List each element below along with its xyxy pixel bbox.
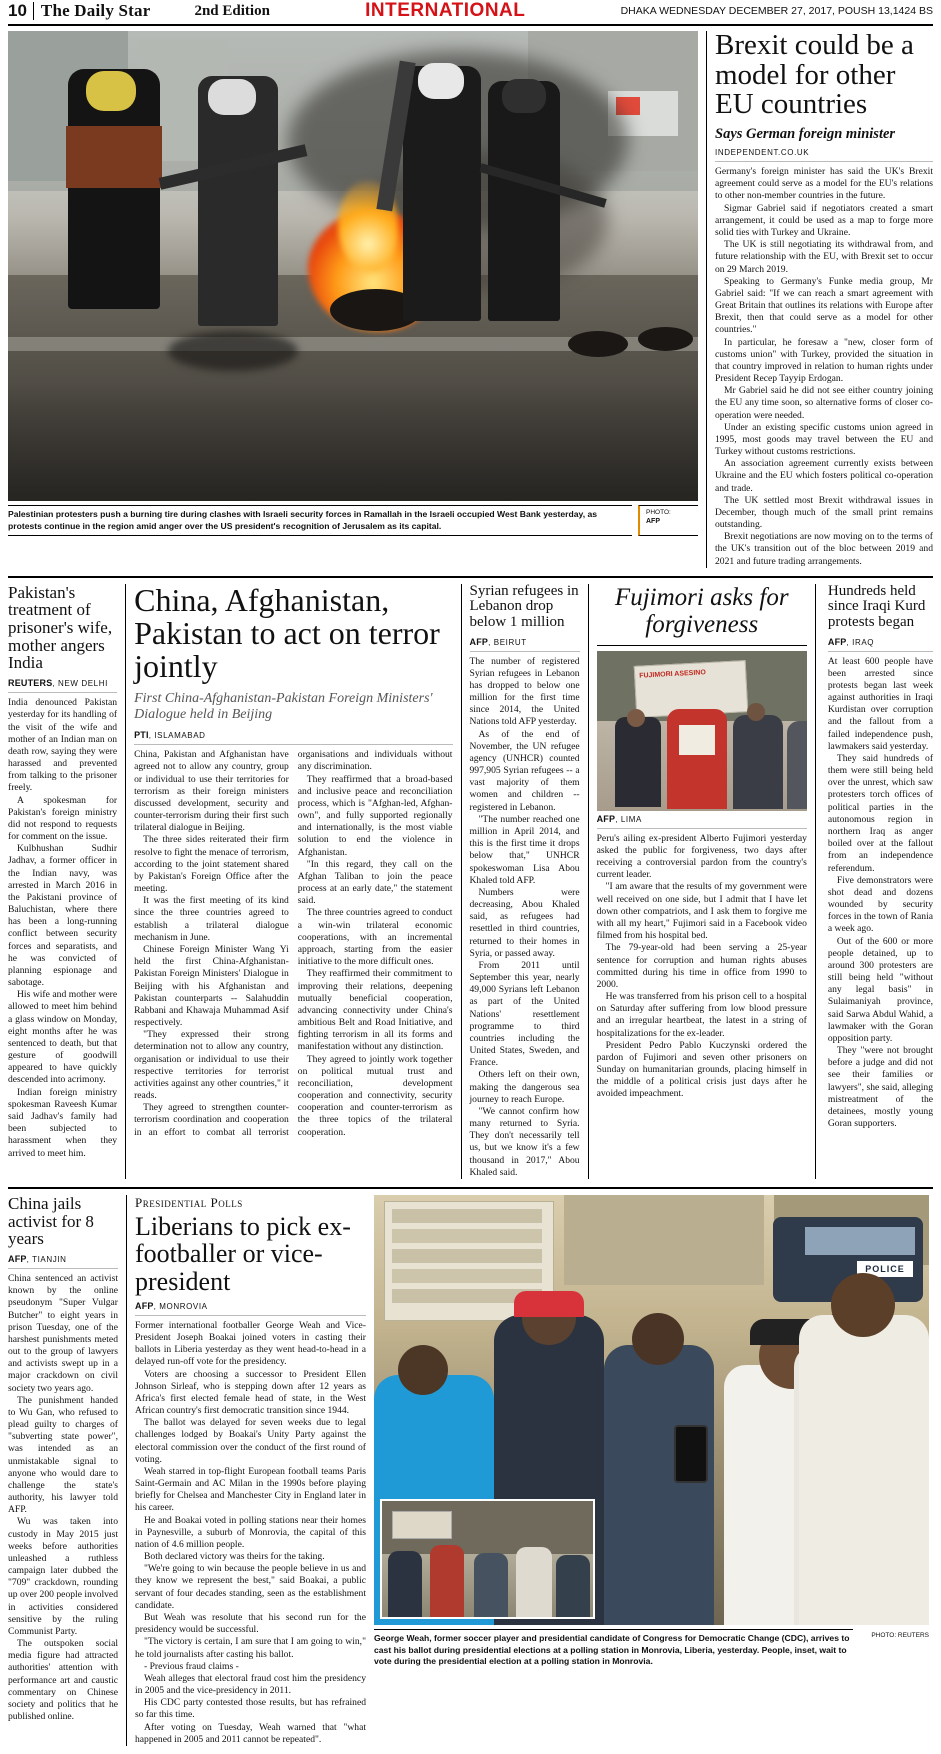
fujimori-rule [597,645,807,646]
brexit-paragraph: An association agreement currently exists between Ukraine and the EU which fosters political co-operation and trade. [715,458,933,494]
dateline: DHAKA WEDNESDAY DECEMBER 27, 2017, POUSH 13,1424 BS [620,5,933,17]
iraq-kurd-paragraph: Five demonstrators were shot dead and dozens wounded by security forces in the town of Rania a week ago. [827,874,934,935]
publication-logo: The Daily Star [40,1,151,20]
china-jails-place: , TIANJIN [26,1254,67,1264]
fujimori-place: , LIMA [615,814,642,824]
credit-agency: AFP [646,518,660,526]
syria-paragraph: The number of registered Syrian refugees in Lebanon has dropped to below one million for the first time since 2014, the United Nations told AFP yesterday. [469,655,580,728]
pakistan-paragraph: A spokesman for Pakistan's foreign ministry did not respond to requests for comment on the issue. [8,794,118,843]
fujimori-headline: Fujimori asks for forgiveness [614,583,789,639]
china-afghan-place: , ISLAMABAD [148,731,206,741]
liberia-crowd-head-3 [632,1313,684,1365]
china-afghan-headline: China, Afghanistan, Pakistan to act on terror jointly [134,581,440,684]
china-afghan-paragraph: They reaffirmed their commitment to improving their relations, deepening mutually beneficial cooperation, advancing connectivity under China's ambitious Belt and Road Initiative, and fighting terrorism in all its forms and manifestation without any distinction. [297,968,453,1053]
fujimori-flag-white-band [679,725,715,755]
iraq-kurd-paragraph: They said hundreds of them were still being held over the unrest, which saw protesters torch offices of political parties in the autonomous region in northern Iraq as anger boiled over at the fallout from an independence referendum. [827,752,934,874]
pakistan-headline: Pakistan's treatment of prisoner's wife, mother angers India [8,582,113,673]
pakistan-paragraph: Indian foreign ministry spokesman Raveesh Kumar said Jadhav's family had been subjected to harassment when they arrived to meet him. [8,1086,118,1159]
liberia-crowd-person-3 [604,1345,714,1625]
liberia-crowd-cap [514,1291,584,1317]
iraq-kurd-paragraph: They "were not brought before a judge and did not see their families or lawyers", she said, alleging mistreatment of the detainees, mostly young Goran supporters. [827,1045,934,1130]
liberia-inset-person [388,1551,422,1617]
liberia-inset-person [430,1545,464,1617]
brexit-paragraph: Germany's foreign minister has said the UK's Brexit agreement could serve as a model for the EU's relations to other non-member countries in the future. [715,166,933,202]
syria-byline [470,637,580,647]
pakistan-place: , NEW DELHI [52,679,108,689]
liberia-inset-person [516,1547,552,1617]
fujimori-paragraph: The 79-year-old had been serving a 25-year sentence for corruption and human rights abuses committed during his time in office from 1990 to 2000. [596,942,807,990]
photo-spare-tire [568,331,628,357]
china-afghan-paragraph: They agreed to strengthen counter-terrorism coordination and cooperation in an effort to combat all terrorist organisations and individuals without any discrimination. [134,749,453,1138]
liberia-paragraph: Both declared victory was theirs for the taking. [144,1551,325,1563]
liberia-weah-figure [799,1315,929,1625]
fujimori-protester-3 [787,721,807,809]
brexit-paragraph: Brexit negotiations are now moving on to the terms of the UK's transition out of the bloc between 2019 and 2021 and future trading arrangements. [715,531,933,567]
liberia-poster-row [392,1269,542,1283]
liberia-inset-photo [380,1499,595,1619]
fujimori-agency: AFP [596,813,616,824]
china-jails-byline [8,1254,118,1264]
china-afghan-paragraph: Chinese Foreign Minister Wang Yi held the first China-Afghanistan-Pakistan Foreign Ministers' Dialogue in Beijing with his Afghanistan and Pakistan counterparts -- Salahuddin Rabbani and Khawaja Muhammad Asif respectively. [134,944,289,1029]
liberia-agency: AFP [135,1300,154,1311]
liberia-inset-person [474,1553,508,1617]
liberia-section-label: Presidential Polls [135,1194,243,1210]
liberia-rule [135,1315,366,1316]
liberia-phone [674,1425,708,1483]
brexit-kicker: Says German foreign minister [715,125,896,142]
brexit-paragraph: The UK settled most Brexit withdrawal issues in December, though much of the small print remains outstanding. [715,494,933,531]
iraq-kurd-place: , IRAQ [846,637,875,647]
photo-vignette [8,381,698,501]
fujimori-paragraph: "I am aware that the results of my government were well received on one side, but I admit that I have let down other compatriots, and I ask them to forgive me with all my heart," Fujimori said in a Facebook video filmed from his hospital bed. [596,881,807,942]
edition-label: 2nd Edition [194,2,270,19]
china-jails-article [8,1195,118,1746]
syria-paragraph: "We cannot confirm how many returned to Syria. They don't necessarily tell us, but we know it's a few thousand in 2017," Abou Khaled said. [469,1105,580,1178]
liberia-place: , MONROVIA [153,1301,208,1311]
pakistan-paragraph: India denounced Pakistan yesterday for its handling of the visit of the wife and mother of an Indian man on death row, saying they were harassed and prevented from talking to the prisoner freely. [8,697,118,794]
brexit-paragraph: Speaking to Germany's Funke media group, Mr Gabriel said: "If we can reach a smart agreement with Great Britain that outlines its relations with Europe after Brexit, then that could serve as a model for other countries." [715,275,933,336]
pakistan-byline [8,678,117,688]
china-afghan-rule [134,744,452,745]
fujimori-rule-2 [597,828,807,829]
section-title: INTERNATIONAL [365,0,526,21]
photo-protester-4 [488,81,560,321]
liberia-byline [135,1301,366,1311]
liberia-paragraph: Former international footballer George Weah and Vice-President Joseph Boakai joined voters in casting their ballots in Liberia yesterday as they went head-to-head in a delayed run-off vote for the presidency. [135,1319,366,1368]
fujimori-protester-2 [733,715,783,809]
liberia-inset-sign [392,1511,452,1539]
china-jails-paragraph: China sentenced an activist known by the online pseudonym "Super Vulgar Butcher" to eight years in prison Tuesday, one of the harshest punishments meted out to the group of lawyers and activists swept up in a major crackdown on civil society two years ago. [8,1272,118,1394]
china-jails-agency: AFP [8,1253,27,1264]
liberia-police-badge: POLICE [857,1261,913,1277]
iraq-kurd-paragraph: Out of the 600 or more people detained, up to around 300 protesters are still being held "without any legal basis" in Sulaimaniyah province, said Sarwa Abdul Wahid, a lawmaker with the Goran opposition party. [827,935,934,1044]
photo-protester-2-keffiyeh [208,79,256,115]
iraq-kurd-paragraph: At least 600 people have been arrested since protests began last week against authorities in Iraqi Kurdistan over corruption and the fallout from a failed independence push, lawmakers said yesterday. [827,655,934,752]
china-jails-paragraph: The outspoken social media figure had attracted authorities' attention with performance art and caustic commentary on Chinese society and politics that he published online. [8,1638,118,1723]
fujimori-byline [597,814,807,824]
fujimori-head-1 [627,709,645,727]
liberia-photo-caption: George Weah, former soccer player and presidential candidate of Congress for Democratic Change (CDC), arrives to cast his ballot during presidential elections at a polling station in Monrovia, Liberia, yesterday. People, inset, wait to vote during the presidential election at a polling station in Monrovia. [374,1629,853,1671]
lead-photo-credit [638,505,698,536]
photo-protester-4-head [502,79,546,113]
china-jails-headline: China jails activist for 8 years [8,1193,94,1249]
liberia-poster-row [392,1249,542,1263]
syria-rule [470,651,580,652]
china-afghan-byline [134,730,452,740]
brexit-article [706,31,933,568]
syria-paragraph: Others left on their own, making the dangerous sea journey to reach Europe. [469,1069,580,1105]
syria-paragraph: As of the end of November, the UN refugee agency (UNHCR) counted 997,905 Syrian refugees -- a vast majority of them women and children -- registered in Lebanon. [469,728,580,813]
pakistan-article [8,584,117,1179]
liberia-subhead: - Previous fraud claims - [144,1660,239,1672]
fujimori-article [588,584,816,1179]
liberia-paragraph: "The victory is certain, I am sure that I am going to win," he told journalists after casting his ballot. [135,1636,366,1660]
syria-paragraph: From 2011 until September this year, nearly 49,000 Syrians left Lebanon as part of the United Nations' resettlement programme to third countries including the United States, Sweden, and France. [469,959,580,1069]
photo-tire-shadow [168,331,298,371]
pakistan-agency: REUTERS [8,678,53,689]
liberia-photo-credit: PHOTO: REUTERS [871,1631,929,1639]
china-afghan-paragraph: The three sides reiterated their firm resolve to fight the menace of terrorism, according to the joint statement shared by Pakistan's Foreign Office after the meeting. [134,834,289,895]
brexit-paragraph: Mr Gabriel said he did not see either country joining the EU any time soon, so alternative forms of closer co-operation were needed. [715,385,933,421]
liberia-building [564,1195,764,1285]
iraq-kurd-rule [828,651,933,652]
page-number: 10 [8,1,27,20]
fujimori-paragraph: Peru's ailing ex-president Alberto Fujimori yesterday asked the public for forgiveness, two days after receiving a controversial pardon from the country's current leader. [596,832,807,881]
liberia-inset-person [556,1555,590,1617]
photo-protester-3-keffiyeh [418,63,464,99]
liberia-paragraph: Voters are choosing a successor to President Ellen Johnson Sirleaf, who is stepping down after 12 years as Africa's first elected female head of state, in the West African country's first democratic transition since 1944. [135,1368,366,1417]
fujimori-protester-1 [615,717,661,807]
liberia-photo-block [374,1195,929,1746]
china-afghan-agency: PTI [134,730,149,741]
middle-section [8,576,933,1179]
fujimori-placard-text: FUJIMORI ASESINO [638,669,706,680]
lead-photo-caption: Palestinian protesters push a burning tire during clashes with Israeli security forces in Ramallah in the Israeli occupied West Bank yesterday, as protests continue in the region amid anger over the US president's recognition of Jerusalem as its capital. [8,505,632,536]
syria-paragraph: Numbers were decreasing, Abou Khaled said, as refugees had resettled in third countries, returned to their homes in Syria, or passed away. [469,886,580,959]
credit-label: PHOTO: [646,509,671,516]
china-afghan-body [134,749,452,1139]
liberia-photo-caption-row [374,1629,929,1671]
liberia-paragraph: Weah starred in top-flight European football teams Paris Saint-Germain and AC Milan in the 1990s before playing briefly for Chelsea and Manchester City in England later in his career. [135,1465,366,1514]
china-afghan-paragraph: They agreed to jointly work together on political mutual trust and reconciliation, development cooperation and connectivity, security cooperation and counter-terrorism as the three topics of the trilateral cooperation. [297,1053,453,1138]
top-section [8,31,933,568]
photo-spare-tire-2 [638,327,693,351]
syria-paragraph: "The number reached one million in April 2014, and this is the first time it drops below that," UNHCR spokeswoman Lisa Abou Khaled told AFP. [469,813,580,886]
china-afghan-paragraph: China, Pakistan and Afghanistan have agreed not to allow any country, group or individual to use their territories for terrorism as their foreign ministers discussed development, security and counter-terrorism during their first such trilateral dialogue in Beijing. [134,749,289,834]
china-afghan-article [125,581,453,1179]
masthead [8,0,933,26]
iraq-kurd-article [824,584,933,1179]
brexit-paragraph: The UK is still negotiating its withdrawal from, and future relationship with the EU, with Brexit set to occur on 29 March 2019. [715,239,933,275]
syria-headline: Syrian refugees in Lebanon drop below 1 million [469,582,579,630]
iraq-kurd-agency: AFP [827,636,847,647]
liberia-photo [374,1195,929,1625]
fujimori-protester-flag [667,709,727,809]
masthead-divider [33,2,34,20]
lead-photo [8,31,698,501]
liberia-crowd-head-2 [398,1345,448,1395]
pakistan-rule [8,692,117,693]
photo-protester-1-hood [86,71,136,111]
liberia-paragraph: Weah alleges that electoral fraud cost him the presidency in 2005 and the vice-presidency in 2011. [135,1672,366,1697]
liberia-headline: Liberians to pick ex-footballer or vice-president [135,1211,351,1296]
fujimori-paragraph: President Pedro Pablo Kuczynski ordered the pardon of Fujimori and seven other prisoners on Sunday on humanitarian grounds, placing himself in the middle of a political crisis just days after he avoided impeachment. [596,1039,807,1100]
syria-place: , BEIRUT [488,637,527,647]
fujimori-paragraph: He was transferred from his prison cell to a hospital on Saturday after suffering from low blood pressure and an irregular heartbeat, the latest in a string of hospitalizations for the ex-leader. [596,991,807,1039]
pakistan-paragraph: His wife and mother were allowed to meet him behind a glass window on Monday, eight months after he was sentenced to death, but that gesture of goodwill appeared to have quickly descended into acrimony. [8,989,118,1086]
syria-article [461,584,580,1179]
liberia-police-vehicle-window [805,1227,915,1255]
liberia-paragraph: His CDC party contested those results, but has refrained so far this time. [135,1697,366,1721]
liberia-paragraph: He and Boakai voted in polling stations near their homes in Paynesville, a suburb of Monrovia, the capital of this nation of 4.6 million people. [135,1514,366,1550]
liberia-poster-row [392,1209,542,1223]
brexit-byline: INDEPENDENT.CO.UK [715,148,810,158]
liberia-paragraph: "We're going to win because the people believe in us and they know we represent the best," said Boakai, a public servant of four decades standing, seen as the establishment candidate. [135,1563,366,1611]
china-afghan-paragraph: It was the first meeting of its kind since the three countries agreed to establish a trilateral dialogue mechanism in June. [134,895,289,943]
lead-photo-block [8,31,698,568]
liberia-paragraph: The ballot was delayed for seven weeks due to legal challenges lodged by Boakai's Unity Party against the electoral commission over the conduct of the first round of voting. [135,1417,366,1465]
bottom-section [8,1187,933,1746]
iraq-kurd-headline: Hundreds held since Iraqi Kurd protests began [827,582,926,630]
china-jails-paragraph: The punishment handed to Wu Gan, who refused to plead guilty to charges of "subverting state power", was intended as an unmistakable signal to anyone who would dare to challenge the state's authority, his lawyer told AFP. [8,1394,118,1516]
brexit-paragraph: Under an existing specific customs union agreed in 1995, most goods may travel between the EU and Turkey without customs restrictions. [715,421,933,458]
brexit-paragraph: In particular, he foresaw a "new, closer form of customs union" with Turkey, provided the situation in that country improved in relation to human rights under President Recep Tayyip Erdogan. [715,336,933,385]
fujimori-photo [597,651,807,811]
china-jails-rule [8,1268,118,1269]
china-afghan-paragraph: "In this regard, they call on the Afghan Taliban to join the peace process at an early date," the statement said. [297,858,453,907]
brexit-headline: Brexit could be a model for other EU countries [715,29,914,121]
china-afghan-kicker: First China-Afghanistan-Pakistan Foreign Ministers' Dialogue held in Beijing [134,690,433,723]
fujimori-head-2 [747,703,765,721]
photo-protester-1-bag [66,126,162,188]
liberia-paragraph: But Weah was resolute that his second run for the presidency would be successful. [135,1611,366,1636]
china-afghan-paragraph: The three countries agreed to conduct a win-win trilateral economic cooperations, with an incremental approach, starting from the easier initiative to the more difficult ones. [297,907,453,968]
pakistan-paragraph: Kulbhushan Sudhir Jadhav, a former officer in the Indian navy, was arrested in March 2016 in the Pakistani province of Baluchistan, where there has been a long-running conflict between security forces and separatists, and he was convicted of planning espionage and sabotage. [8,843,118,989]
liberia-weah-head [831,1273,895,1337]
brexit-rule [715,161,933,162]
syria-agency: AFP [469,636,489,647]
iraq-kurd-byline [828,637,933,647]
liberia-poster-row [392,1229,542,1243]
photo-protester-3 [403,66,481,321]
lead-photo-caption-row [8,505,698,536]
china-afghan-paragraph: "They expressed their strong determination not to allow any country, organisation or individual to use their respective territories for terrorist activities against any other countries," it reads. [134,1029,289,1102]
china-jails-paragraph: Wu was taken into custody in May 2015 just weeks before authorities unleashed a ruthless campaign later dubbed the "709" crackdown, rounding up over 200 people involved in activities considered sensitive by the ruling Communist Party. [8,1516,118,1637]
liberia-paragraph: After voting on Tuesday, Weah warned that "what happened in 2005 and 2011 cannot be repeated". [135,1721,366,1745]
brexit-paragraph: Sigmar Gabriel said if negotiators created a smart arrangement, it could be used as a map to forge more solid ties with Turkey and Ukraine. [715,202,933,238]
china-afghan-paragraph: They reaffirmed that a broad-based and inclusive peace and reconciliation process, which is "Afghan-led, Afghan-own", and fully supported regionally and internationally, is the most viable solution to end the violence in Afghanistan. [297,773,453,858]
liberia-article [126,1195,366,1746]
